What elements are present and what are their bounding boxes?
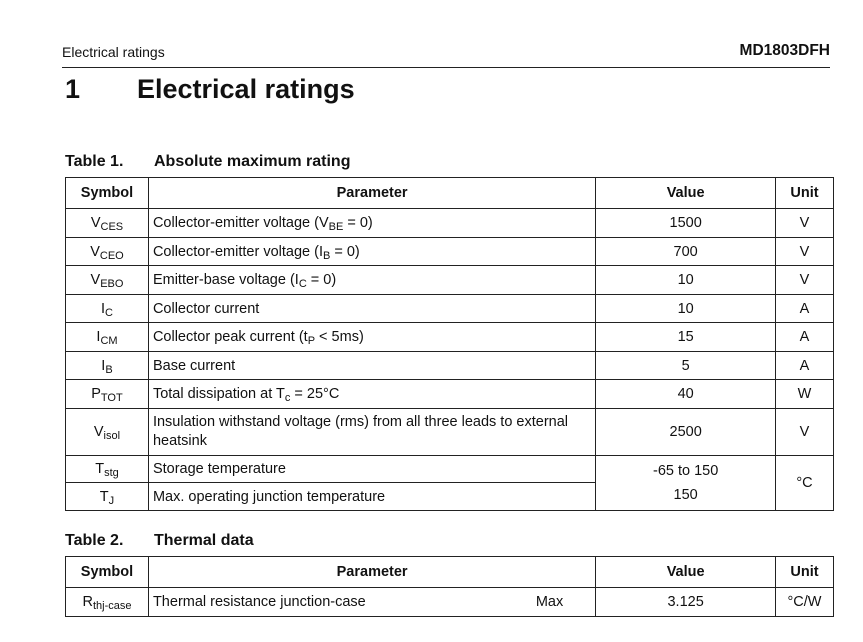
- value-cell: 10: [596, 266, 776, 295]
- parameter-cell: Base current: [148, 352, 595, 380]
- unit-cell: A: [776, 352, 834, 380]
- table1-header-unit: Unit: [776, 178, 834, 209]
- table1-header-parameter: Parameter: [148, 178, 595, 209]
- table-row: [66, 266, 834, 295]
- symbol-cell: $V_{CES}$: [66, 209, 149, 238]
- unit-cell: A: [776, 323, 834, 352]
- section-number: 1: [65, 74, 81, 104]
- table1-title: Absolute maximum rating: [154, 153, 351, 170]
- parameter-cell: Storage temperature: [148, 456, 595, 483]
- running-header-section: Electrical ratings: [62, 44, 165, 60]
- symbol-cell: $T_{stg}$: [66, 456, 149, 483]
- unit-cell: W: [776, 380, 834, 409]
- table-row: [66, 352, 834, 380]
- symbol-cell: $R_{thj-case}$: [66, 588, 149, 617]
- parameter-cell: Collector-emitter voltage $(I_B = 0)$: [148, 238, 595, 266]
- parameter-cell: Max. operating junction temperature: [148, 483, 595, 511]
- table-row: [66, 380, 834, 409]
- parameter-cell: Emitter-base voltage $(I_C = 0)$: [148, 266, 595, 295]
- unit-cell: V: [776, 409, 834, 456]
- unit-cell: °C: [776, 456, 834, 511]
- value-storage-temperature: -65 to 150: [652, 463, 719, 479]
- symbol-cell: $V_{CEO}$: [66, 238, 149, 266]
- unit-cell: V: [776, 209, 834, 238]
- value-cell: 700: [596, 238, 776, 266]
- parameter-cell: Collector-emitter voltage $(V_{BE} = 0)$: [148, 209, 595, 238]
- table-row: [66, 456, 834, 483]
- table1-header-symbol: Symbol: [66, 178, 149, 209]
- parameter-cell: Thermal resistance junction-case: [148, 588, 531, 617]
- table2-header-value: Value: [596, 557, 776, 588]
- symbol-cell: $I_{CM}$: [66, 323, 149, 352]
- value-cell: 5: [596, 352, 776, 380]
- running-header-part-number: MD1803DFH: [739, 42, 830, 59]
- unit-cell: °C/W: [776, 588, 834, 617]
- table2-title: Thermal data: [154, 532, 254, 549]
- table2-label: Table 2.: [65, 532, 124, 549]
- symbol-cell: $I_B$: [66, 352, 149, 380]
- table2-header-parameter: Parameter: [148, 557, 595, 588]
- header-rule: [62, 67, 830, 68]
- table-row: [66, 295, 834, 323]
- section-title: Electrical ratings: [137, 74, 355, 104]
- parameter-cell: Total dissipation at $T_c = 25^\circ C$: [148, 380, 595, 409]
- table-row: [66, 209, 834, 238]
- unit-cell: V: [776, 238, 834, 266]
- qualifier-cell: Max: [532, 588, 596, 617]
- parameter-cell: Collector current: [148, 295, 595, 323]
- symbol-cell: $V_{EBO}$: [66, 266, 149, 295]
- table2-header-symbol: Symbol: [66, 557, 149, 588]
- value-cell: 2500: [596, 409, 776, 456]
- symbol-cell: $I_C$: [66, 295, 149, 323]
- table1-header-row: [66, 178, 834, 209]
- value-cell: 10: [596, 295, 776, 323]
- temperature-value-cell: [596, 456, 776, 511]
- table2-header-unit: Unit: [776, 557, 834, 588]
- table1-header-value: Value: [596, 178, 776, 209]
- value-cell: 40: [596, 380, 776, 409]
- value-cell: 3.125: [596, 588, 776, 617]
- value-junction-temperature: 150: [673, 487, 698, 503]
- symbol-cell: $P_{TOT}$: [66, 380, 149, 409]
- unit-cell: V: [776, 266, 834, 295]
- absolute-maximum-rating-table: [65, 177, 834, 511]
- parameter-cell: Insulation withstand voltage (rms) from all three leads to external heatsink: [148, 409, 595, 456]
- table1-label: Table 1.: [65, 153, 124, 170]
- table1-caption: [65, 153, 350, 171]
- value-cell: 1500: [596, 209, 776, 238]
- table-row: [66, 409, 834, 456]
- value-cell: 15: [596, 323, 776, 352]
- table-row: [66, 323, 834, 352]
- table2-caption: [65, 532, 254, 550]
- thermal-data-table: [65, 556, 834, 617]
- symbol-cell: $V_{isol}$: [66, 409, 149, 456]
- table2-header-row: [66, 557, 834, 588]
- symbol-cell: $T_J$: [66, 483, 149, 511]
- parameter-cell: Collector peak current $(t_P < 5ms)$: [148, 323, 595, 352]
- table-row: [66, 238, 834, 266]
- table-row: [66, 588, 834, 617]
- unit-cell: A: [776, 295, 834, 323]
